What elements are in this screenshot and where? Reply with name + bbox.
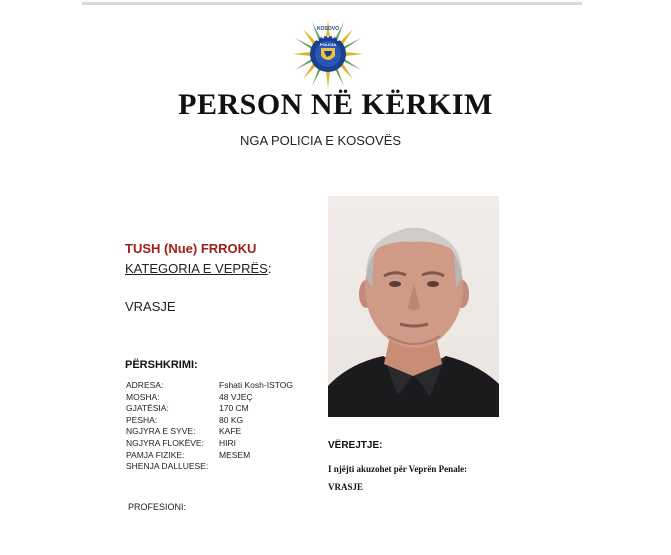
notes-text: I njëjti akuzohet për Veprën Penale: [328, 464, 468, 474]
description-key: PESHA: [126, 414, 158, 425]
notes-crime: VRASJE [328, 482, 364, 492]
description-key: SHENJA DALLUESE: [126, 461, 209, 472]
crime-category-label-text: KATEGORIA E VEPRËS [125, 261, 268, 276]
description-value: MESEM [219, 449, 251, 460]
seal-top-text: KOSOVO [317, 26, 339, 32]
description-value: 80 KG [219, 414, 244, 425]
description-key: NGJYRA E SYVE: [126, 426, 196, 437]
profession-label: PROFESIONI: [128, 502, 187, 512]
wanted-person-photo [328, 196, 499, 417]
kosovo-police-seal [291, 18, 365, 90]
description-value: 48 VJEÇ [219, 391, 253, 402]
wanted-person-name: TUSH (Nue) FRROKU [125, 241, 257, 256]
crime-category-label [125, 261, 271, 276]
description-value: Fshati Kosh-ISTOG [219, 380, 294, 390]
crime-category-colon: : [267, 261, 272, 276]
seal-inner-text: POLICIA [319, 42, 337, 47]
description-key: NGJYRA FLOKËVE: [126, 437, 204, 448]
top-divider [82, 2, 582, 5]
description-key: ADRESA: [126, 380, 164, 390]
description-value: KAFE [219, 426, 242, 437]
page-title: PERSON NË KËRKIM [178, 88, 493, 121]
crime-category-value: VRASJE [125, 299, 176, 314]
description-key: PAMJA FIZIKE: [126, 449, 185, 460]
page-subtitle: NGA POLICIA E KOSOVËS [239, 133, 402, 148]
description-key: MOSHA: [126, 391, 160, 402]
description-heading: PËRSHKRIMI: [125, 359, 198, 371]
description-key: GJATËSIA: [126, 403, 169, 414]
notes-heading: VËREJTJE: [328, 440, 383, 451]
description-value: HIRI [219, 437, 236, 448]
description-value: 170 CM [219, 403, 249, 414]
